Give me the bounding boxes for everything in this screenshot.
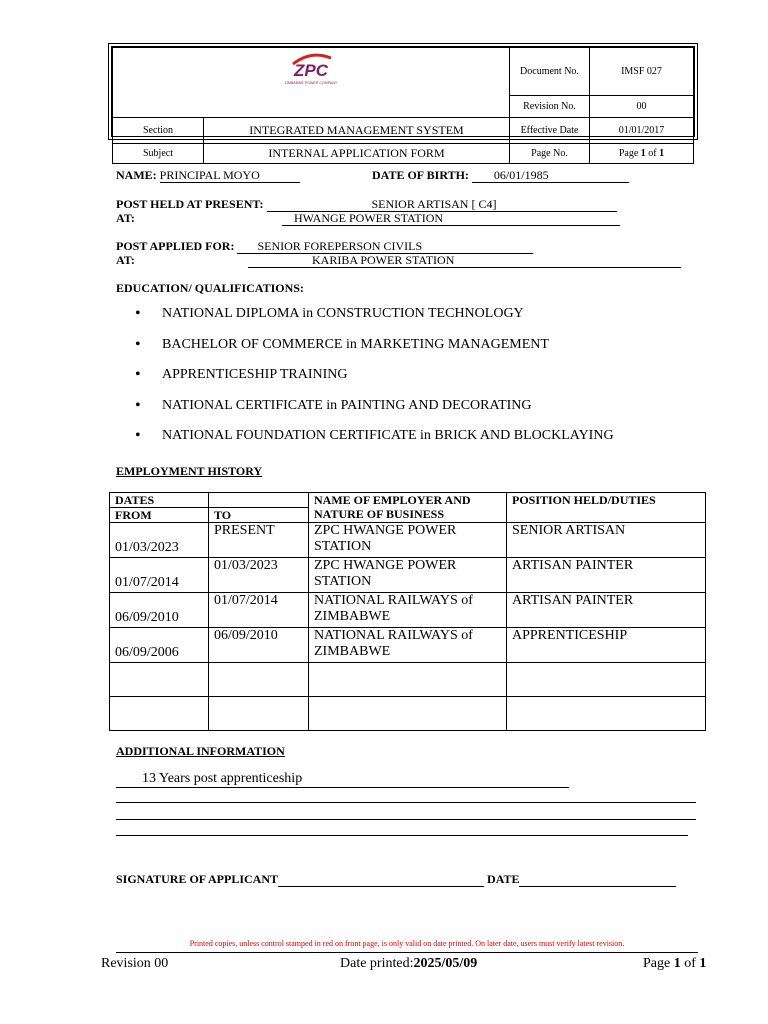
footer-rule xyxy=(116,952,698,953)
education-item: • NATIONAL CERTIFICATE in PAINTING AND DECORATING xyxy=(135,398,614,429)
section-value: INTEGRATED MANAGEMENT SYSTEM xyxy=(204,118,510,144)
date-line xyxy=(519,874,676,887)
col-to: TO xyxy=(209,508,309,523)
row-position xyxy=(507,697,706,731)
zpc-logo-icon xyxy=(281,50,341,88)
document-header xyxy=(108,43,698,160)
name-label: NAME: xyxy=(116,168,157,182)
col-employer: NAME OF EMPLOYER AND NATURE OF BUSINESS xyxy=(309,493,507,523)
section-label: Section xyxy=(113,118,204,144)
page-total: 1 xyxy=(659,148,665,159)
row-position: ARTISAN PAINTER xyxy=(507,558,706,593)
row-from: 01/07/2014 xyxy=(110,558,209,593)
row-position: APPRENTICESHIP xyxy=(507,628,706,663)
row-employer: ZPC HWANGE POWER STATION xyxy=(309,558,507,593)
signature-row xyxy=(116,872,676,887)
col-from: FROM xyxy=(110,508,209,523)
row-to: 01/07/2014 xyxy=(209,593,309,628)
additional-text: 13 Years post apprenticeship xyxy=(116,771,569,788)
footer-revision: Revision 00 xyxy=(101,956,169,971)
footer-page-total: 1 xyxy=(699,956,707,971)
employment-heading: EMPLOYMENT HISTORY xyxy=(116,464,263,478)
name-row xyxy=(116,168,300,183)
page-no-label: Page No. xyxy=(510,144,590,164)
education-item: • NATIONAL DIPLOMA in CONSTRUCTION TECHNOLOGY xyxy=(135,306,614,337)
post-at-value-wrap xyxy=(282,211,620,226)
date-label: DATE xyxy=(487,872,520,886)
row-to: 01/03/2023 xyxy=(209,558,309,593)
row-position: ARTISAN PAINTER xyxy=(507,593,706,628)
education-list xyxy=(135,306,614,459)
effective-date-label: Effective Date xyxy=(510,118,590,144)
zpc-logo-graphic xyxy=(281,50,341,88)
table-row xyxy=(110,593,706,628)
footer-page-word: Page xyxy=(643,956,671,971)
col-dates-spacer xyxy=(209,493,309,508)
dob-row xyxy=(372,168,629,183)
post-held-label: POST HELD AT PRESENT: xyxy=(116,197,264,211)
col-dates: DATES xyxy=(110,493,209,508)
table-row-empty xyxy=(110,663,706,697)
table-row xyxy=(110,523,706,558)
page-num: 1 xyxy=(640,148,646,159)
post-applied-label: POST APPLIED FOR: xyxy=(116,239,235,253)
post-at-row xyxy=(116,211,135,226)
footer-page-of: of xyxy=(684,956,696,971)
applied-at-value: KARIBA POWER STATION xyxy=(248,253,681,268)
col-position: POSITION HELD/DUTIES xyxy=(507,493,706,523)
education-heading: EDUCATION/ QUALIFICATIONS: xyxy=(116,281,304,295)
applied-at-row xyxy=(116,253,135,268)
additional-line-3 xyxy=(116,835,688,836)
page-no-value xyxy=(590,144,694,164)
row-from xyxy=(110,663,209,697)
row-employer: NATIONAL RAILWAYS of ZIMBABWE xyxy=(309,628,507,663)
logo-text: ZPC xyxy=(294,61,328,80)
row-to xyxy=(209,663,309,697)
row-position: SENIOR ARTISAN xyxy=(507,523,706,558)
doc-no-value: IMSF 027 xyxy=(590,48,694,96)
education-item: • NATIONAL FOUNDATION CERTIFICATE in BRICK AND BLOCKLAYING xyxy=(135,428,614,459)
date-printed-label: Date printed: xyxy=(340,956,414,971)
employment-table xyxy=(109,492,706,731)
logo-cell xyxy=(113,48,510,118)
row-from: 01/03/2023 xyxy=(110,523,209,558)
row-employer xyxy=(309,663,507,697)
post-at-value: HWANGE POWER STATION xyxy=(282,211,620,226)
post-held-value: SENIOR ARTISAN [ C4] xyxy=(267,197,617,212)
footer-date-printed xyxy=(340,956,477,972)
additional-heading: ADDITIONAL INFORMATION xyxy=(116,744,285,758)
additional-line-1 xyxy=(116,802,696,803)
row-employer: NATIONAL RAILWAYS of ZIMBABWE xyxy=(309,593,507,628)
logo-caption: ZIMBABWE POWER COMPANY xyxy=(284,81,338,85)
education-item: • BACHELOR OF COMMERCE in MARKETING MANAGEMENT xyxy=(135,337,614,368)
table-row xyxy=(110,628,706,663)
post-held-row xyxy=(116,197,617,212)
row-employer: ZPC HWANGE POWER STATION xyxy=(309,523,507,558)
footer-page xyxy=(643,956,706,972)
revision-label: Revision No. xyxy=(510,96,590,118)
post-applied-row xyxy=(116,239,533,254)
effective-date-value: 01/01/2017 xyxy=(590,118,694,144)
page-of: of xyxy=(648,148,657,159)
page-word: Page xyxy=(618,148,639,159)
footer-notice: Printed copies, unless control stamped in red on front page, is only valid on date printed. On later date, users must verify latest revision. xyxy=(189,939,625,948)
revision-value: 00 xyxy=(590,96,694,118)
doc-no-label: Document No. xyxy=(510,48,590,96)
applied-at-value-wrap xyxy=(248,253,681,268)
subject-label: Subject xyxy=(113,144,204,164)
row-from: 06/09/2010 xyxy=(110,593,209,628)
row-employer xyxy=(309,697,507,731)
table-row-empty xyxy=(110,697,706,731)
education-item: • APPRENTICESHIP TRAINING xyxy=(135,367,614,398)
dob-label: DATE OF BIRTH: xyxy=(372,168,469,182)
applied-at-label: AT: xyxy=(116,253,135,267)
signature-label: SIGNATURE OF APPLICANT xyxy=(116,872,279,886)
signature-line xyxy=(278,874,484,887)
additional-line-2 xyxy=(116,819,696,820)
post-at-label: AT: xyxy=(116,211,135,225)
document-header-inner xyxy=(111,46,695,160)
row-from: 06/09/2006 xyxy=(110,628,209,663)
row-to xyxy=(209,697,309,731)
table-row xyxy=(110,558,706,593)
subject-value: INTERNAL APPLICATION FORM xyxy=(204,144,510,164)
header-table xyxy=(112,47,694,164)
date-printed-value: 2025/05/09 xyxy=(413,956,478,971)
row-from xyxy=(110,697,209,731)
post-applied-value: SENIOR FOREPERSON CIVILS xyxy=(237,239,533,254)
footer-page-num: 1 xyxy=(673,956,681,971)
row-to: PRESENT xyxy=(209,523,309,558)
name-value: PRINCIPAL MOYO xyxy=(160,168,300,183)
row-position xyxy=(507,663,706,697)
dob-value: 06/01/1985 xyxy=(472,168,629,183)
row-to: 06/09/2010 xyxy=(209,628,309,663)
